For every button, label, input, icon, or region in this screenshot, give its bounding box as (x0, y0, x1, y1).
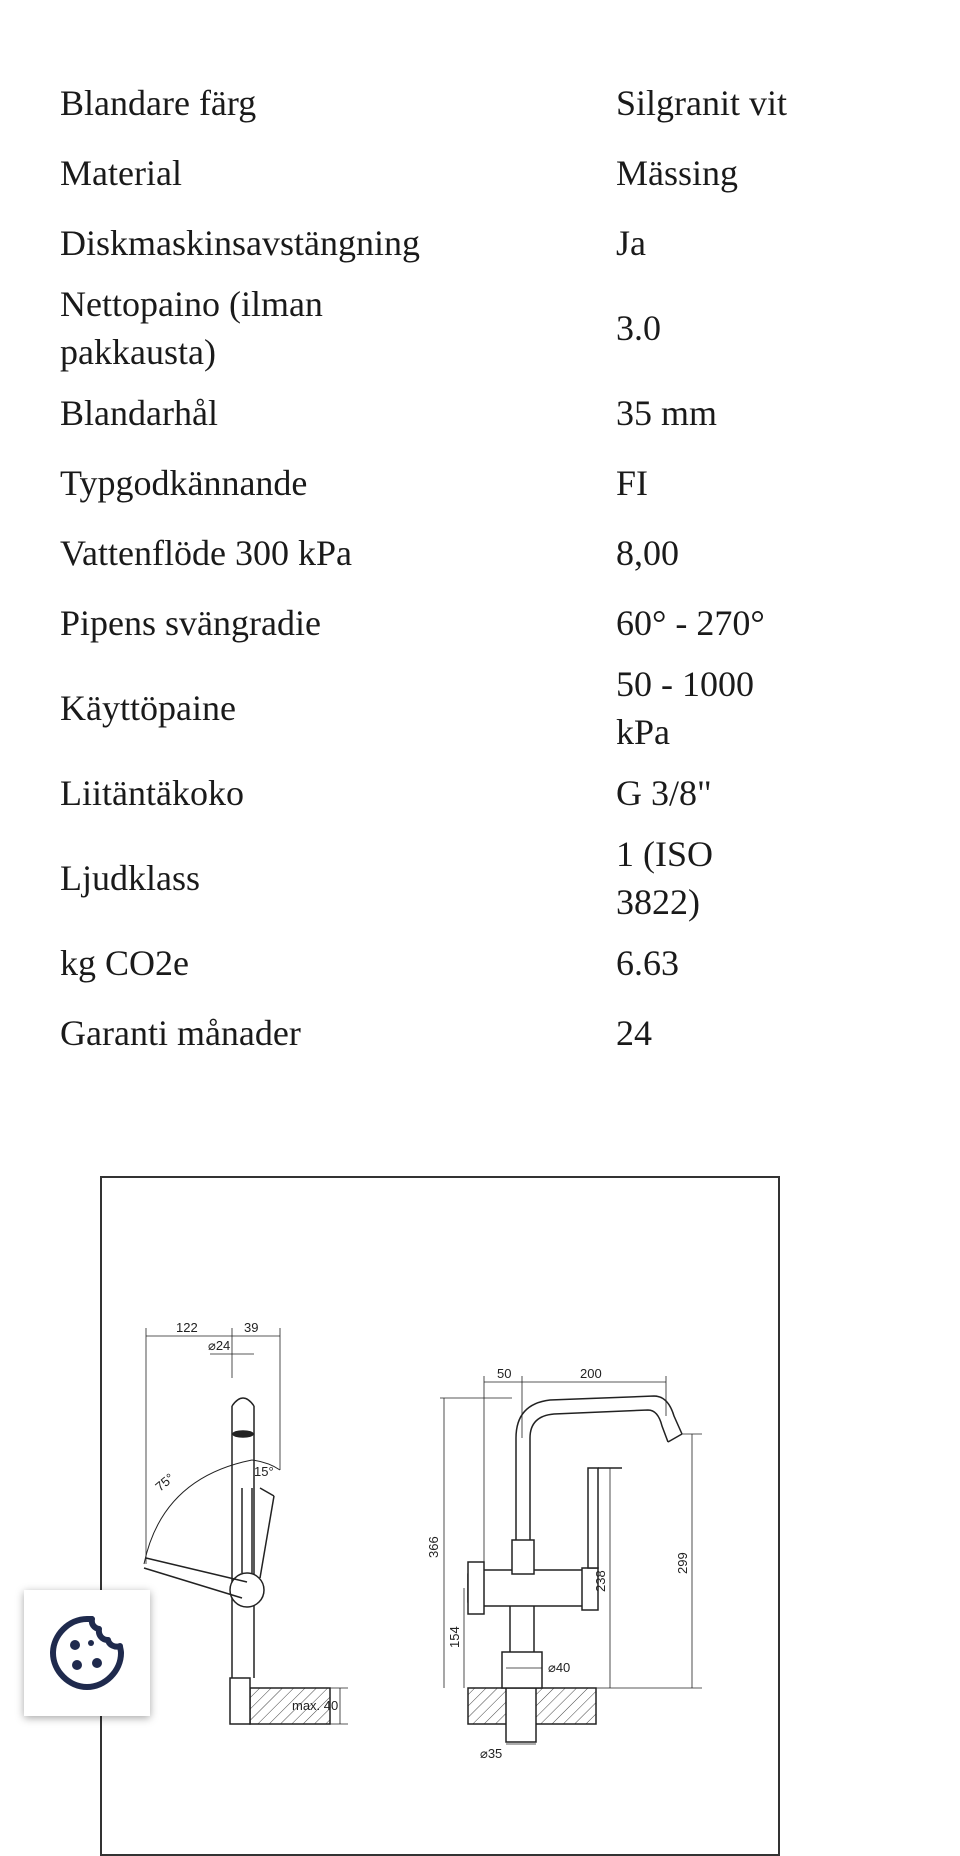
dim-max40: max. 40 (292, 1698, 339, 1713)
spec-row (60, 138, 820, 208)
spec-value: Mässing (616, 153, 739, 193)
spec-row (60, 928, 820, 998)
side-view (144, 1328, 348, 1724)
specifications-table (60, 68, 820, 1068)
spec-label: Typgodkännande (60, 463, 308, 503)
spec-label: Käyttöpaine (60, 688, 236, 728)
dim-angle-75: 75° (152, 1470, 177, 1495)
dim-dia35: ⌀35 (480, 1746, 503, 1761)
spec-label: Diskmaskinsavstängning (60, 223, 420, 263)
dim-299: 299 (675, 1552, 690, 1574)
dim-angle-15: 15° (254, 1464, 274, 1479)
spec-label: Ljudklass (60, 858, 200, 898)
spec-row (60, 448, 820, 518)
spec-value: 3.0 (616, 308, 661, 348)
spec-label: Garanti månader (60, 1013, 301, 1053)
spec-row (60, 518, 820, 588)
spec-label: Liitäntäkoko (60, 773, 244, 813)
dim-200: 200 (580, 1366, 602, 1381)
cookie-settings-button[interactable] (24, 1590, 150, 1716)
spec-row (60, 378, 820, 448)
spec-label: Blandare färg (60, 83, 257, 123)
spec-row (60, 658, 820, 758)
spec-value: FI (616, 463, 649, 503)
dim-366: 366 (426, 1536, 441, 1558)
spec-value: Ja (616, 223, 646, 263)
spec-row (60, 998, 820, 1068)
dim-154: 154 (447, 1626, 462, 1648)
spec-value: 8,00 (616, 533, 679, 573)
spec-row (60, 278, 820, 378)
spec-value: 24 (616, 1013, 652, 1053)
spec-value: 60° - 270° (616, 603, 765, 643)
spec-label: Vattenflöde 300 kPa (60, 533, 352, 573)
dim-39: 39 (244, 1320, 259, 1335)
faucet-dimension-drawing (102, 1178, 778, 1854)
dim-dia40: ⌀40 (548, 1660, 571, 1675)
technical-drawing (100, 1176, 780, 1856)
spec-value: 6.63 (616, 943, 679, 983)
spec-label: Nettopaino (ilman pakkausta) (60, 284, 323, 372)
spec-value: G 3/8" (616, 773, 712, 813)
front-view (440, 1376, 702, 1744)
spec-label: Blandarhål (60, 393, 218, 433)
dim-50: 50 (497, 1366, 512, 1381)
dim-dia24: ⌀24 (208, 1338, 231, 1353)
spec-row (60, 588, 820, 658)
spec-label: Material (60, 153, 182, 193)
spec-row (60, 208, 820, 278)
cookie-icon (47, 1613, 127, 1693)
spec-value: 50 - 1000 kPa (616, 664, 754, 752)
spec-value: 1 (ISO 3822) (616, 834, 713, 922)
spec-row (60, 758, 820, 828)
dim-238: 238 (593, 1570, 608, 1592)
spec-row (60, 68, 820, 138)
spec-value: Silgranit vit (616, 83, 787, 123)
dim-122: 122 (176, 1320, 198, 1335)
spec-label: kg CO2e (60, 943, 189, 983)
spec-row (60, 828, 820, 928)
spec-value: 35 mm (616, 393, 718, 433)
spec-label: Pipens svängradie (60, 603, 321, 643)
